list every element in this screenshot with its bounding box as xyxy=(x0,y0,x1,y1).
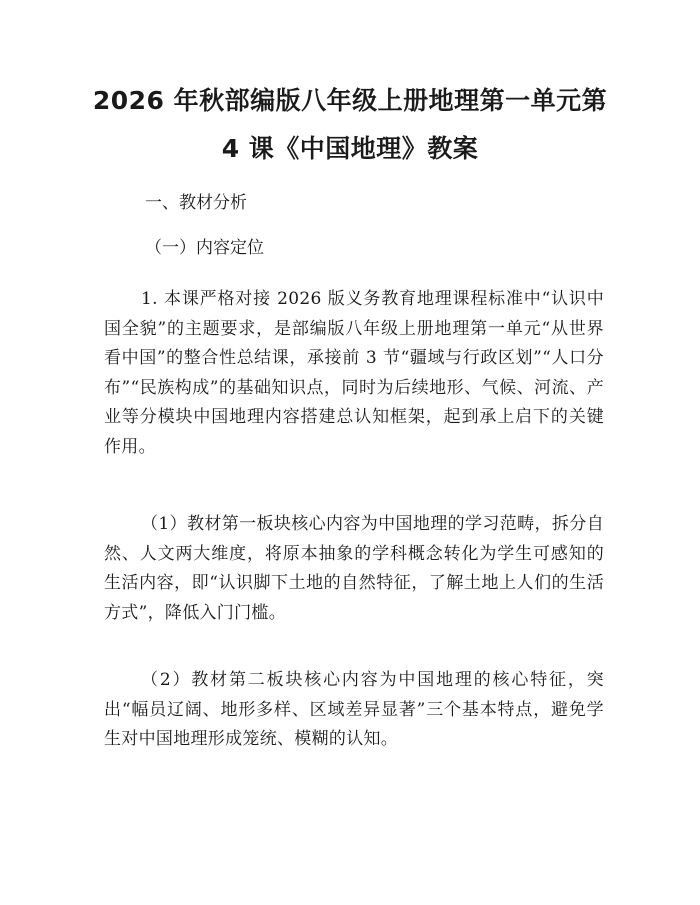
document-title-line-2: 4 课《中国地理》教案 xyxy=(221,134,479,163)
paragraph-3: （2）教材第二板块核心内容为中国地理的核心特征，突出“幅员辽阔、地形多样、区域差异显著”三个基本特点，避免学生对中国地理形成笼统、模糊的认知。 xyxy=(104,670,604,750)
subsection-heading-content-positioning: （一）内容定位 xyxy=(145,238,264,258)
paragraph-1: 1. 本课严格对接 2026 版义务教育地理课程标准中“认识中国全貌”的主题要求，是部编版八年级上册地理第一单元“从世界看中国”的整合性总结课，承接前 3 节“疆域与行政区划”“人口分布”“民族构成”的基础知识点，同时为后续地形、气候、河流、产业等分模块中国地理内容搭建总认知框架，起到承上启下的关键作用。 xyxy=(104,289,604,457)
document-title-line-1: 2026 年秋部编版八年级上册地理第一单元第 xyxy=(92,86,608,115)
section-heading-teaching-material-analysis: 一、教材分析 xyxy=(145,193,247,213)
paragraph-2: （1）教材第一板块核心内容为中国地理的学习范畴，拆分自然、人文两大维度，将原本抽象的学科概念转化为学生可感知的生活内容，即“认识脚下土地的自然特征，了解土地上人们的生活方式”，降低入门门槛。 xyxy=(104,514,604,623)
